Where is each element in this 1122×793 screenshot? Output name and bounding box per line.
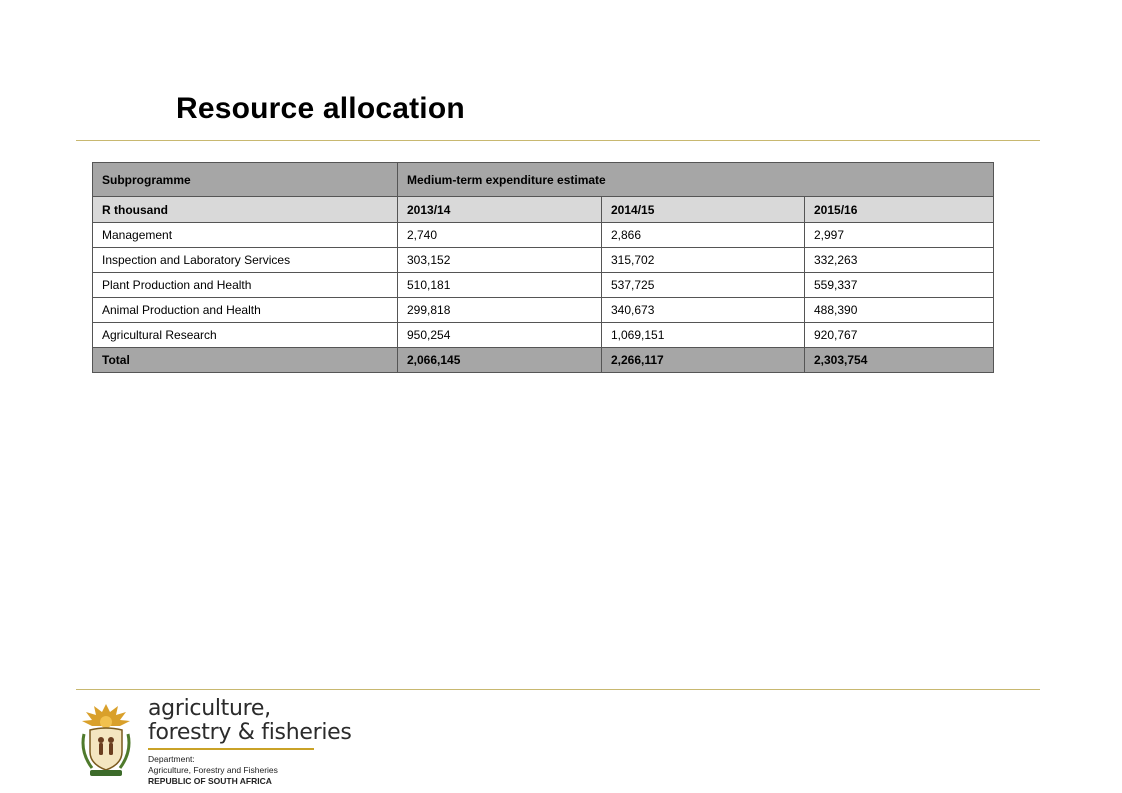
coat-of-arms-icon (76, 700, 136, 778)
row-value: 537,725 (602, 273, 805, 298)
brand-line-1: agriculture, (148, 696, 271, 721)
row-value: 315,702 (602, 248, 805, 273)
page-title: Resource allocation (176, 92, 465, 125)
row-value: 299,818 (398, 298, 602, 323)
table-row (93, 298, 994, 323)
row-label: Inspection and Laboratory Services (93, 248, 398, 273)
header-year-2013: 2013/14 (398, 197, 602, 223)
table-row (93, 223, 994, 248)
brand-line-2: forestry & fisheries (148, 720, 352, 745)
table-row (93, 248, 994, 273)
row-value: 950,254 (398, 323, 602, 348)
header-mtef: Medium-term expenditure estimate (398, 163, 994, 197)
header-year-2015: 2015/16 (805, 197, 994, 223)
row-value: 303,152 (398, 248, 602, 273)
total-value: 2,303,754 (805, 348, 994, 373)
row-label: Plant Production and Health (93, 273, 398, 298)
row-value: 2,997 (805, 223, 994, 248)
row-label: Management (93, 223, 398, 248)
row-label: Animal Production and Health (93, 298, 398, 323)
table-header-row (93, 163, 994, 197)
header-unit: R thousand (93, 197, 398, 223)
dept-name: Agriculture, Forestry and Fisheries (148, 765, 278, 775)
row-value: 488,390 (805, 298, 994, 323)
row-value: 1,069,151 (602, 323, 805, 348)
table-row (93, 323, 994, 348)
resource-allocation-table (92, 162, 994, 373)
row-value: 510,181 (398, 273, 602, 298)
row-label: Agricultural Research (93, 323, 398, 348)
row-value: 340,673 (602, 298, 805, 323)
row-value: 332,263 (805, 248, 994, 273)
row-value: 2,866 (602, 223, 805, 248)
top-divider (76, 140, 1040, 141)
row-value: 2,740 (398, 223, 602, 248)
department-brand (148, 697, 352, 787)
row-value: 920,767 (805, 323, 994, 348)
total-value: 2,066,145 (398, 348, 602, 373)
dept-label: Department: (148, 754, 195, 764)
row-value: 559,337 (805, 273, 994, 298)
table-subheader-row (93, 197, 994, 223)
country-name: REPUBLIC OF SOUTH AFRICA (148, 776, 272, 786)
bottom-divider (76, 689, 1040, 690)
header-subprogramme: Subprogramme (93, 163, 398, 197)
table-row (93, 273, 994, 298)
table-total-row (93, 348, 994, 373)
total-value: 2,266,117 (602, 348, 805, 373)
header-year-2014: 2014/15 (602, 197, 805, 223)
total-label: Total (93, 348, 398, 373)
brand-divider (148, 748, 314, 750)
